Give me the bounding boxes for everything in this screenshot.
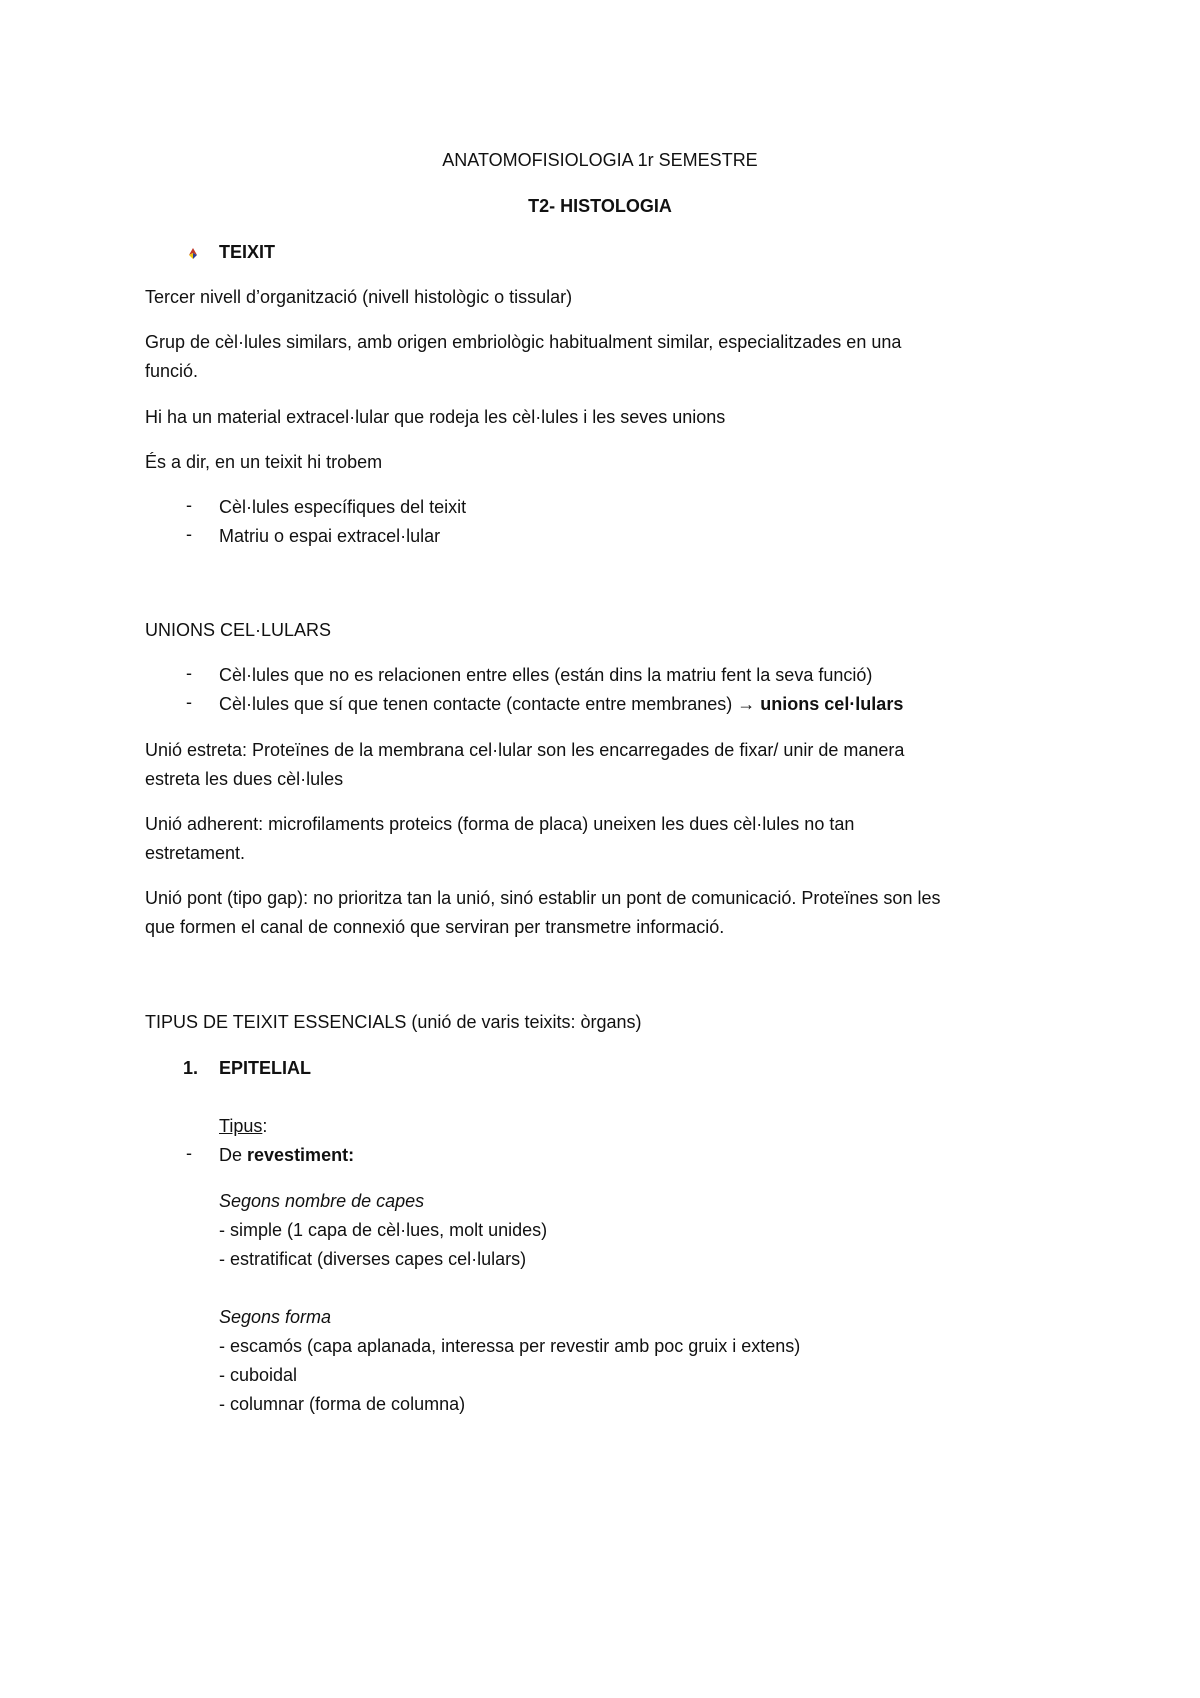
unio-estreta-line-1: Unió estreta: Proteïnes de la membrana cel·lular son les encarregades de fixar/ unir de manera: [145, 740, 905, 760]
list-item: Cèl·lules que no es relacionen entre elles (están dins la matriu fent la seva funció): [219, 665, 873, 685]
forma-heading: Segons forma: [219, 1307, 332, 1327]
list-item: Matriu o espai extracel·lular: [219, 526, 441, 546]
capes-simple: - simple (1 capa de cèl·lues, molt unides): [219, 1220, 548, 1240]
forma-escamos: - escamós (capa aplanada, interessa per revestir amb poc gruix i extens): [219, 1336, 801, 1356]
tipus-label-text: Tipus: [219, 1116, 263, 1136]
list-dash: -: [186, 692, 192, 712]
list-item-text: Cèl·lules que sí que tenen contacte (contacte entre membranes): [219, 694, 738, 714]
teixit-paragraph-2a: Grup de cèl·lules similars, amb origen embriològic habitualment similar, especialitzades en una: [145, 332, 902, 352]
arrow-right-icon: →: [737, 694, 756, 714]
tipus-label-colon: :: [262, 1116, 268, 1136]
list-dash: -: [186, 663, 192, 683]
unio-pont-line-1: Unió pont (tipo gap): no prioritza tan la unió, sinó establir un pont de comunicació. Proteïnes son les: [145, 888, 941, 908]
document-subtitle: T2- HISTOLOGIA: [528, 196, 672, 216]
forma-columnar: - columnar (forma de columna): [219, 1394, 466, 1414]
unio-adherent-line-2: estretament.: [145, 843, 246, 863]
unions-heading: UNIONS CEL·LULARS: [145, 620, 332, 640]
teixit-paragraph-2b: funció.: [145, 361, 199, 381]
list-number: 1.: [183, 1058, 199, 1078]
list-dash: -: [186, 495, 192, 515]
list-item-bold-text: unions cel·lulars: [755, 694, 904, 714]
teixit-paragraph-1: Tercer nivell d’organització (nivell histològic o tissular): [145, 287, 573, 307]
document-title: ANATOMOFISIOLOGIA 1r SEMESTRE: [442, 150, 758, 170]
revestiment-prefix: De: [219, 1145, 248, 1165]
forma-cuboidal: - cuboidal: [219, 1365, 298, 1385]
unio-adherent-line-1: Unió adherent: microfilaments proteics (forma de placa) uneixen les dues cèl·lules no tan: [145, 814, 855, 834]
teixit-paragraph-3: Hi ha un material extracel·lular que rodeja les cèl·lules i les seves unions: [145, 407, 726, 427]
list-item: Cèl·lules específiques del teixit: [219, 497, 467, 517]
capes-estratificat: - estratificat (diverses capes cel·lulars): [219, 1249, 527, 1269]
teixit-heading: TEIXIT: [219, 242, 276, 262]
list-dash: -: [186, 524, 192, 544]
epitelial-heading: EPITELIAL: [219, 1058, 312, 1078]
arrow-bullet-icon: [185, 246, 201, 262]
unio-pont-line-2: que formen el canal de connexió que serviran per transmetre informació.: [145, 917, 725, 937]
list-dash: -: [186, 1143, 192, 1163]
capes-heading: Segons nombre de capes: [219, 1191, 425, 1211]
revestiment-label: revestiment:: [247, 1145, 355, 1165]
tipus-heading: TIPUS DE TEIXIT ESSENCIALS (unió de varis teixits: òrgans): [145, 1012, 642, 1032]
list-item: [219, 692, 903, 716]
tipus-label: [219, 1114, 267, 1138]
unio-estreta-line-2: estreta les dues cèl·lules: [145, 769, 344, 789]
revestiment-item: [219, 1143, 354, 1167]
teixit-paragraph-4: És a dir, en un teixit hi trobem: [145, 452, 383, 472]
